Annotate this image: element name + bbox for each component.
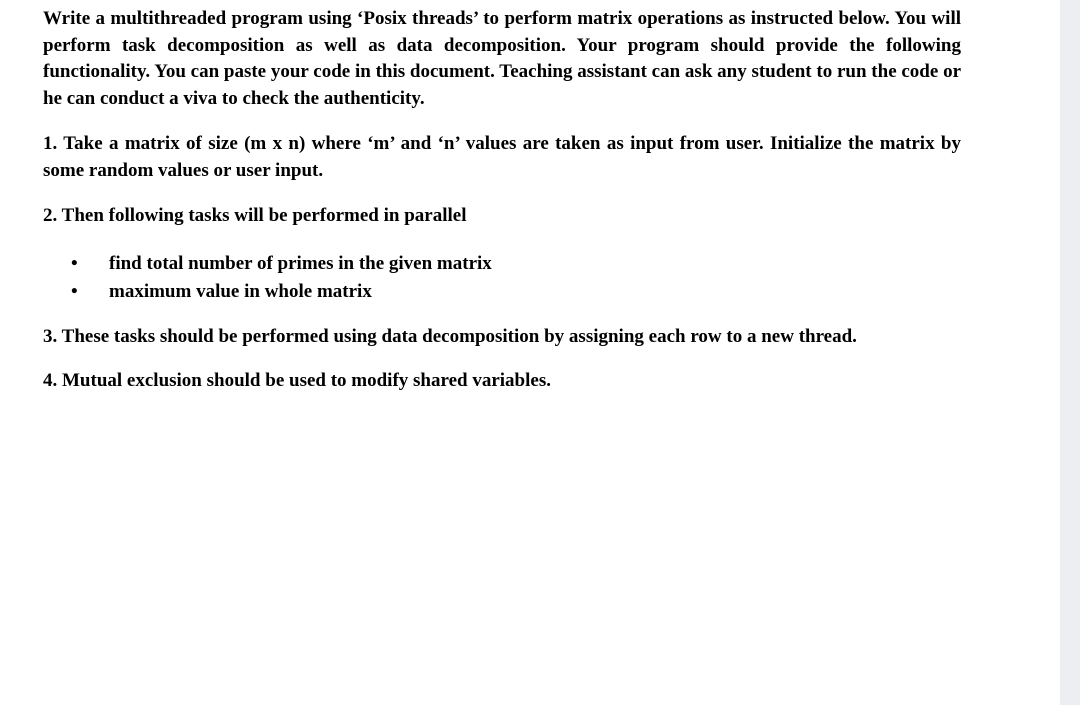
document-body <box>43 6 961 395</box>
bullet-item-primes <box>43 250 961 278</box>
instruction-item-3: 3. These tasks should be performed using data decomposition by assigning each row to a new thread. <box>43 325 857 347</box>
task-bullet-list <box>43 250 961 306</box>
bullet-icon: • <box>71 252 78 274</box>
bullet-text: find total number of primes in the given matrix <box>109 252 492 274</box>
bullet-icon: • <box>71 280 78 302</box>
intro-paragraph: Write a multithreaded program using ‘Posix threads’ to perform matrix operations as instructed below. You will perform task decomposition as well as data decomposition. Your program should provide the following functionality. You can paste your code in this document. Teaching assistant can ask any student to run the code or he can conduct a viva to check the authenticity. <box>43 8 961 109</box>
instruction-item-4: 4. Mutual exclusion should be used to modify shared variables. <box>43 370 551 391</box>
instruction-item-1: 1. Take a matrix of size (m x n) where ‘m’ and ‘n’ values are taken as input from user. Initialize the matrix by some random values or user input. <box>43 133 961 181</box>
bullet-item-maximum <box>43 278 961 306</box>
scrollbar-track[interactable] <box>1060 0 1080 705</box>
instruction-item-2: 2. Then following tasks will be performed in parallel <box>43 205 467 226</box>
bullet-text: maximum value in whole matrix <box>109 280 372 302</box>
